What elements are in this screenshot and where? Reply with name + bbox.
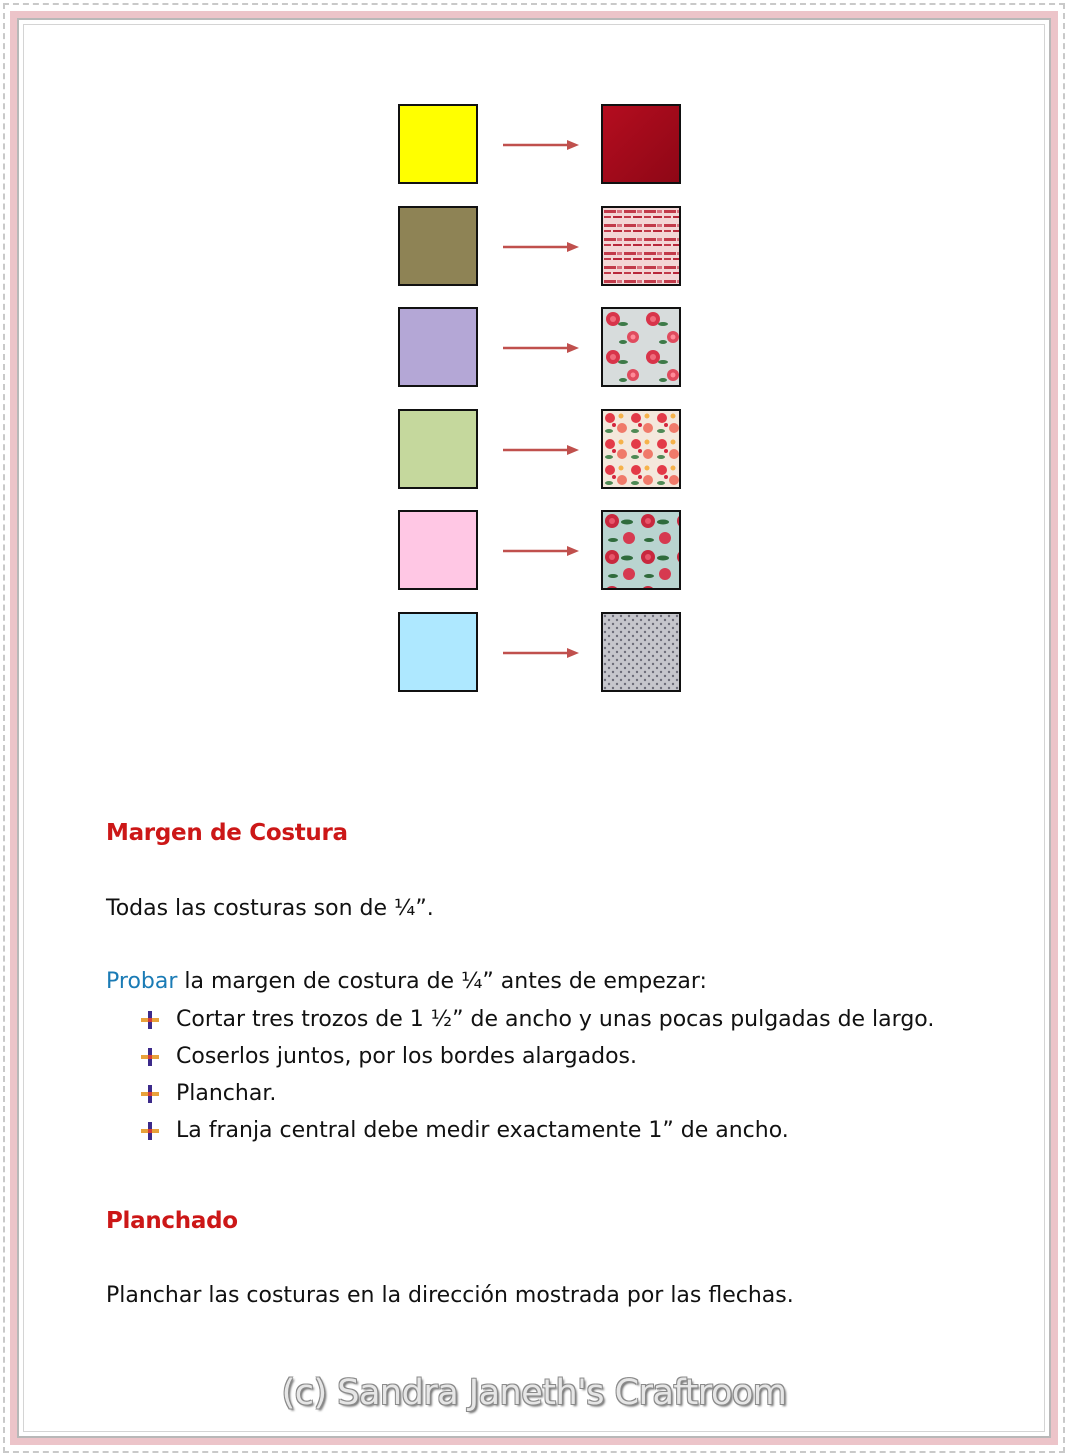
plus-bullet-icon (140, 1121, 160, 1141)
arrow-icon (501, 341, 581, 355)
plus-bullet-icon (140, 1084, 160, 1104)
copyright-watermark: (c) Sandra Janeth's Craftroom (281, 1373, 787, 1413)
list-item-text: Planchar. (176, 1081, 277, 1106)
plain-color-swatch (398, 104, 478, 184)
plain-color-swatch (398, 409, 478, 489)
swatch-row (398, 612, 688, 696)
list-item-text: Coserlos juntos, por los bordes alargados. (176, 1044, 638, 1069)
swatch-row (398, 510, 688, 594)
fabric-swatch (601, 510, 681, 590)
fabric-swatch (601, 307, 681, 387)
steps-list (140, 1006, 934, 1154)
arrow-icon (501, 443, 581, 457)
list-item-text: Cortar tres trozos de 1 ½” de ancho y unas pocas pulgadas de largo. (176, 1007, 935, 1032)
section-heading-seam-allowance: Margen de Costura (106, 820, 348, 846)
probar-highlight: Probar (106, 969, 178, 994)
swatch-row (398, 409, 688, 493)
plain-color-swatch (398, 206, 478, 286)
list-item (140, 1043, 934, 1080)
plain-color-swatch (398, 510, 478, 590)
plain-color-swatch (398, 612, 478, 692)
test-instruction-text: la margen de costura de ¼” antes de empezar: (177, 969, 707, 994)
plus-bullet-icon (140, 1010, 160, 1030)
arrow-icon (501, 646, 581, 660)
plain-color-swatch (398, 307, 478, 387)
section-heading-pressing: Planchado (106, 1208, 238, 1234)
fabric-swatch (601, 612, 681, 692)
swatch-row (398, 104, 688, 188)
arrow-icon (501, 544, 581, 558)
pressing-text: Planchar las costuras en la dirección mostrada por las flechas. (106, 1283, 794, 1308)
list-item (140, 1117, 934, 1154)
list-item (140, 1006, 934, 1043)
list-item (140, 1080, 934, 1117)
test-instruction (106, 969, 707, 994)
seam-allowance-text: Todas las costuras son de ¼”. (106, 896, 434, 921)
fabric-swatch (601, 206, 681, 286)
swatch-row (398, 307, 688, 391)
fabric-swatch (601, 104, 681, 184)
fabric-swatch (601, 409, 681, 489)
arrow-icon (501, 138, 581, 152)
swatch-row (398, 206, 688, 290)
plus-bullet-icon (140, 1047, 160, 1067)
list-item-text: La franja central debe medir exactamente 1” de ancho. (176, 1118, 789, 1143)
arrow-icon (501, 240, 581, 254)
